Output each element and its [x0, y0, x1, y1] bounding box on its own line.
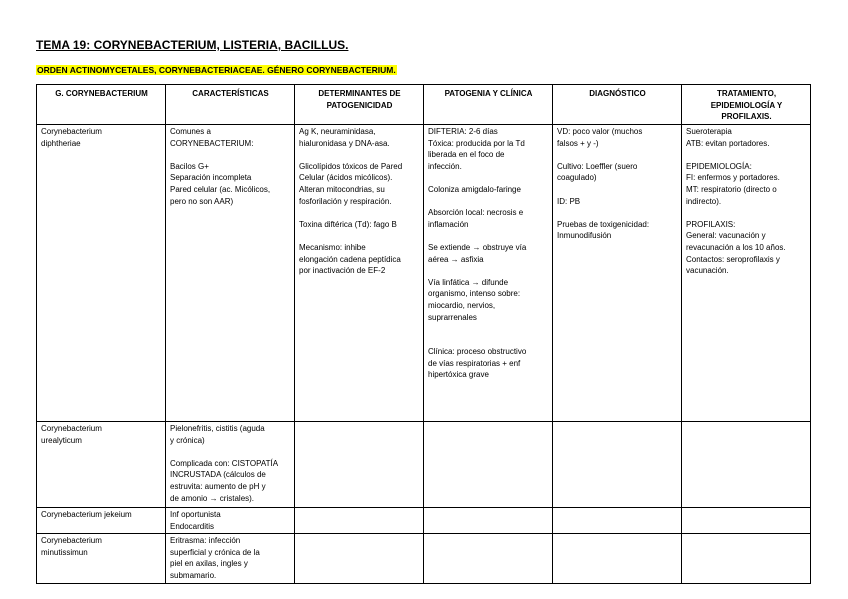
cell-empty: [682, 422, 811, 508]
cell-species: Corynebacterium minutissimun: [37, 534, 166, 583]
corynebacterium-table: [36, 84, 811, 584]
cell-caracteristicas: Pielonefritis, cistitis (aguda y crónica) Complicada con: CISTOPATÍA INCRUSTADA (cálculos de estruvita: aumento de pH y de amonio → cristales).: [166, 422, 295, 508]
table-row-urealyticum: [37, 422, 811, 508]
cell-caracteristicas: Comunes a CORYNEBACTERIUM: Bacilos G+ Separación incompleta Pared celular (ac. Micólicos, pero no son AAR): [166, 125, 295, 422]
cell-tratamiento: Sueroterapia ATB: evitan portadores. EPIDEMIOLOGÍA: FI: enfermos y portadores. MT: respiratorio (directo o indirecto). PROFILAXIS: General: vacunación y revacunación a los 10 años. Contactos: seroprofilaxis y vacunación.: [682, 125, 811, 422]
cell-species: Corynebacterium diphtheriae: [37, 125, 166, 422]
cell-empty: [295, 422, 424, 508]
table-row-jekeium: [37, 508, 811, 534]
page-title: TEMA 19: CORYNEBACTERIUM, LISTERIA, BACILLUS.: [36, 38, 349, 52]
cell-determinantes: Ag K, neuraminidasa, hialuronidasa y DNA-asa. Glicolípidos tóxicos de Pared Celular (ácidos micólicos). Alteran mitocondrias, su fosforilación y respiración. Toxina diftérica (Td): fago B Mecanismo: inhibe elongación cadena peptídica por inactivación de EF-2: [295, 125, 424, 422]
cell-empty: [295, 508, 424, 534]
header-diagnostico: DIAGNÓSTICO: [553, 85, 682, 125]
cell-caracteristicas: Inf oportunista Endocarditis: [166, 508, 295, 534]
header-genus: G. CORYNEBACTERIUM: [37, 85, 166, 125]
table-row-minutissimun: [37, 534, 811, 583]
section-subtitle: ORDEN ACTINOMYCETALES, CORYNEBACTERIACEAE. GÉNERO CORYNEBACTERIUM.: [37, 65, 396, 75]
cell-empty: [553, 422, 682, 508]
table-header-row: [37, 85, 811, 125]
cell-empty: [553, 508, 682, 534]
cell-empty: [682, 534, 811, 583]
cell-species: Corynebacterium jekeium: [37, 508, 166, 534]
cell-empty: [553, 534, 682, 583]
cell-empty: [424, 508, 553, 534]
cell-empty: [424, 534, 553, 583]
header-tratamiento: TRATAMIENTO, EPIDEMIOLOGÍA Y PROFILAXIS.: [682, 85, 811, 125]
cell-patogenia: DIFTERIA: 2-6 días Tóxica: producida por la Td liberada en el foco de infección. Coloniza amigdalo-faringe Absorción local: necrosis e inflamación Se extiende → obstruye vía aérea → asfixia Vía linfática → difunde organismo, intenso sobre: miocardio, nervios, suprarrenales Clínica: proceso obstructivo de vías respiratorias + enf hipertóxica grave: [424, 125, 553, 422]
cell-caracteristicas: Eritrasma: infección superficial y crónica de la piel en axilas, ingles y submamario.: [166, 534, 295, 583]
cell-species: Corynebacterium urealyticum: [37, 422, 166, 508]
header-caracteristicas: CARACTERÍSTICAS: [166, 85, 295, 125]
header-patogenia: PATOGENIA Y CLÍNICA: [424, 85, 553, 125]
table-row-diphtheriae: [37, 125, 811, 422]
cell-empty: [424, 422, 553, 508]
cell-empty: [682, 508, 811, 534]
header-determinantes: DETERMINANTES DE PATOGENICIDAD: [295, 85, 424, 125]
cell-diagnostico: VD: poco valor (muchos falsos + y -) Cultivo: Loeffler (suero coagulado) ID: PB Pruebas de toxigenicidad: Inmunodifusión: [553, 125, 682, 422]
cell-empty: [295, 534, 424, 583]
